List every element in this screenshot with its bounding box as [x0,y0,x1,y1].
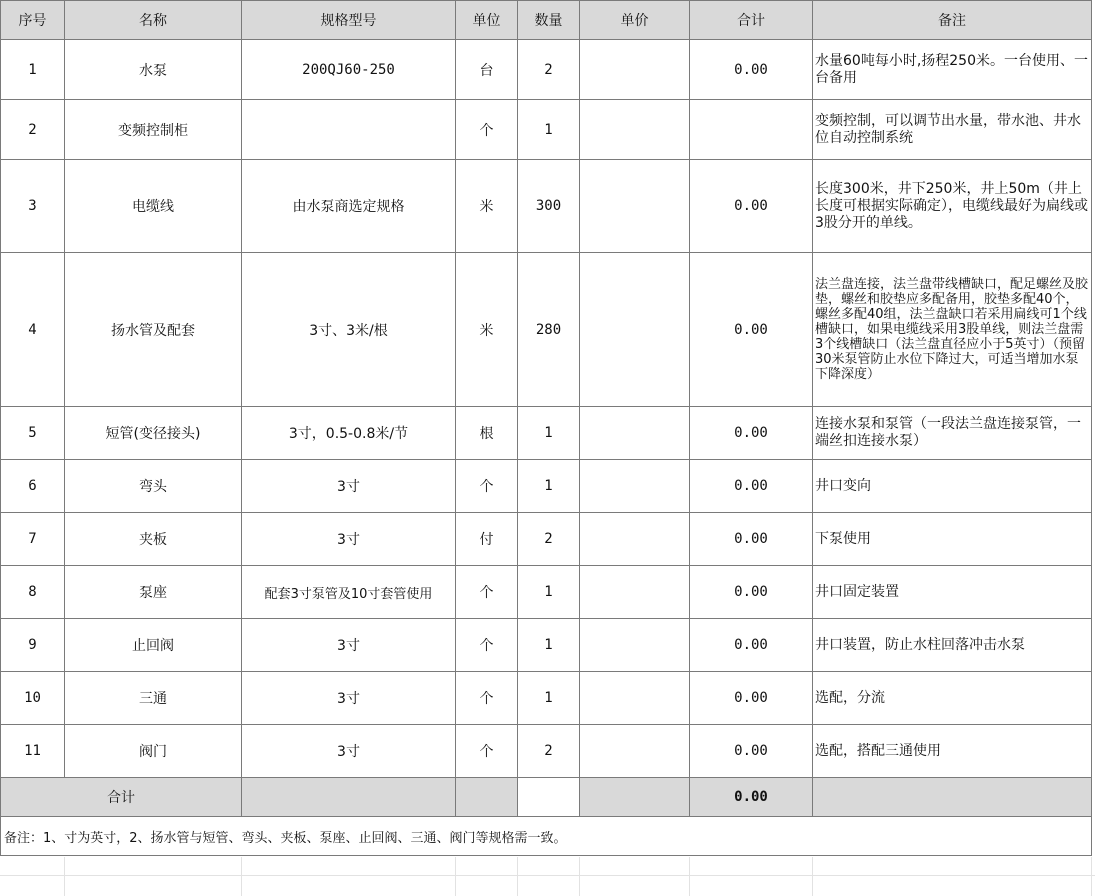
cell-qty[interactable]: 1 [518,619,580,672]
cell-qty[interactable]: 1 [518,407,580,460]
cell-qty[interactable]: 300 [518,160,580,253]
totals-value[interactable]: 0.00 [690,778,813,817]
cell-qty[interactable]: 1 [518,100,580,160]
cell-price[interactable] [580,460,690,513]
cell-seq[interactable]: 1 [1,40,65,100]
cell-seq[interactable]: 11 [1,725,65,778]
cell-spec[interactable]: 3寸 [242,725,456,778]
table-row [1,725,1092,778]
cell-remark[interactable]: 法兰盘连接，法兰盘带线槽缺口，配足螺丝及胶垫，螺丝和胶垫应多配备用，胶垫多配40个，螺丝多配40组，法兰盘缺口若采用扁线可1个线槽缺口，如果电缆线采用3股单线，则法兰盘需3个线槽缺口（法兰盘直径应小于5英寸）（预留30米泵管防止水位下降过大，可适当增加水泵下降深度） [813,253,1092,407]
cell-remark[interactable]: 井口装置，防止水柱回落冲击水泵 [813,619,1092,672]
cell-qty[interactable]: 1 [518,460,580,513]
cell-total[interactable]: 0.00 [690,40,813,100]
cell-price[interactable] [580,619,690,672]
header-row [1,1,1092,40]
cell-total[interactable] [690,100,813,160]
cell-total[interactable]: 0.00 [690,619,813,672]
cell-name[interactable]: 夹板 [65,513,242,566]
cell-price[interactable] [580,160,690,253]
table-row [1,566,1092,619]
header-name[interactable]: 名称 [65,1,242,40]
empty-grid [0,857,1095,896]
cell-total[interactable]: 0.00 [690,672,813,725]
cell-seq[interactable]: 3 [1,160,65,253]
cell-remark[interactable]: 长度300米，井下250米，井上50m（井上长度可根据实际确定），电缆线最好为扁线或3股分开的单线。 [813,160,1092,253]
table-row [1,253,1092,407]
cell-remark[interactable]: 井口变向 [813,460,1092,513]
cell-unit[interactable]: 米 [456,160,518,253]
totals-remark-cell[interactable] [813,778,1092,817]
cell-unit[interactable]: 个 [456,725,518,778]
header-seq[interactable]: 序号 [1,1,65,40]
cell-name[interactable]: 泵座 [65,566,242,619]
cell-seq[interactable]: 9 [1,619,65,672]
table-row [1,100,1092,160]
table-row [1,619,1092,672]
cell-total[interactable]: 0.00 [690,160,813,253]
cell-price[interactable] [580,672,690,725]
cell-qty[interactable]: 1 [518,566,580,619]
table-row [1,460,1092,513]
cell-spec[interactable]: 3寸、3米/根 [242,253,456,407]
cell-price[interactable] [580,40,690,100]
cell-unit[interactable]: 个 [456,566,518,619]
cell-unit[interactable]: 个 [456,100,518,160]
cell-spec[interactable]: 配套3寸泵管及10寸套管使用 [242,566,456,619]
header-spec[interactable]: 规格型号 [242,1,456,40]
cell-name[interactable]: 止回阀 [65,619,242,672]
cell-remark[interactable]: 选配，搭配三通使用 [813,725,1092,778]
cell-remark[interactable]: 连接水泵和泵管（一段法兰盘连接泵管，一端丝扣连接水泵） [813,407,1092,460]
cell-remark[interactable]: 选配，分流 [813,672,1092,725]
cell-name[interactable]: 弯头 [65,460,242,513]
cell-name[interactable]: 扬水管及配套 [65,253,242,407]
cell-name[interactable]: 电缆线 [65,160,242,253]
cell-seq[interactable]: 8 [1,566,65,619]
cell-remark[interactable]: 变频控制，可以调节出水量，带水池、井水位自动控制系统 [813,100,1092,160]
cell-unit[interactable]: 个 [456,619,518,672]
header-remark[interactable]: 备注 [813,1,1092,40]
cell-seq[interactable]: 2 [1,100,65,160]
totals-label[interactable]: 合计 [1,778,242,817]
cell-spec[interactable]: 3寸 [242,513,456,566]
header-unit[interactable]: 单位 [456,1,518,40]
cell-remark[interactable]: 井口固定装置 [813,566,1092,619]
cell-remark[interactable]: 下泵使用 [813,513,1092,566]
cell-spec[interactable]: 3寸 [242,460,456,513]
cell-total[interactable]: 0.00 [690,513,813,566]
cell-spec[interactable]: 3寸 [242,672,456,725]
totals-unit-cell[interactable] [456,778,518,817]
note-row [1,817,1092,856]
cell-name[interactable]: 三通 [65,672,242,725]
cell-unit[interactable]: 付 [456,513,518,566]
cell-total[interactable]: 0.00 [690,566,813,619]
cell-price[interactable] [580,725,690,778]
cell-seq[interactable]: 10 [1,672,65,725]
cell-price[interactable] [580,566,690,619]
cell-qty[interactable]: 280 [518,253,580,407]
cell-name[interactable]: 变频控制柜 [65,100,242,160]
cell-spec[interactable]: 3寸 [242,619,456,672]
cell-name[interactable]: 阀门 [65,725,242,778]
totals-price-cell[interactable] [580,778,690,817]
cell-total[interactable]: 0.00 [690,253,813,407]
cell-total[interactable]: 0.00 [690,725,813,778]
table-row [1,513,1092,566]
cell-name[interactable]: 短管(变径接头) [65,407,242,460]
cell-total[interactable]: 0.00 [690,407,813,460]
cell-spec[interactable]: 200QJ60-250 [242,40,456,100]
cell-unit[interactable]: 个 [456,460,518,513]
cell-price[interactable] [580,513,690,566]
cell-unit[interactable]: 米 [456,253,518,407]
cell-spec[interactable] [242,100,456,160]
cell-total[interactable]: 0.00 [690,460,813,513]
footnote[interactable]: 备注：1、寸为英寸，2、扬水管与短管、弯头、夹板、泵座、止回阀、三通、阀门等规格需一致。 [1,817,1092,856]
cell-qty[interactable]: 1 [518,672,580,725]
header-total[interactable]: 合计 [690,1,813,40]
cell-spec[interactable]: 3寸，0.5-0.8米/节 [242,407,456,460]
cell-unit[interactable]: 台 [456,40,518,100]
totals-qty-cell[interactable] [518,778,580,817]
cell-spec[interactable]: 由水泵商选定规格 [242,160,456,253]
cell-qty[interactable]: 2 [518,725,580,778]
table-row [1,160,1092,253]
table-row [1,672,1092,725]
cell-price[interactable] [580,100,690,160]
cell-price[interactable] [580,407,690,460]
cell-seq[interactable]: 6 [1,460,65,513]
cell-seq[interactable]: 7 [1,513,65,566]
cell-unit[interactable]: 根 [456,407,518,460]
cell-name[interactable]: 水泵 [65,40,242,100]
cell-seq[interactable]: 4 [1,253,65,407]
cell-unit[interactable]: 个 [456,672,518,725]
cell-qty[interactable]: 2 [518,513,580,566]
table-row [1,407,1092,460]
cell-remark[interactable]: 水量60吨每小时,扬程250米。一台使用、一台备用 [813,40,1092,100]
table-row [1,40,1092,100]
cell-qty[interactable]: 2 [518,40,580,100]
cell-seq[interactable]: 5 [1,407,65,460]
totals-spec-cell[interactable] [242,778,456,817]
totals-row [1,778,1092,817]
header-price[interactable]: 单价 [580,1,690,40]
header-qty[interactable]: 数量 [518,1,580,40]
cell-price[interactable] [580,253,690,407]
